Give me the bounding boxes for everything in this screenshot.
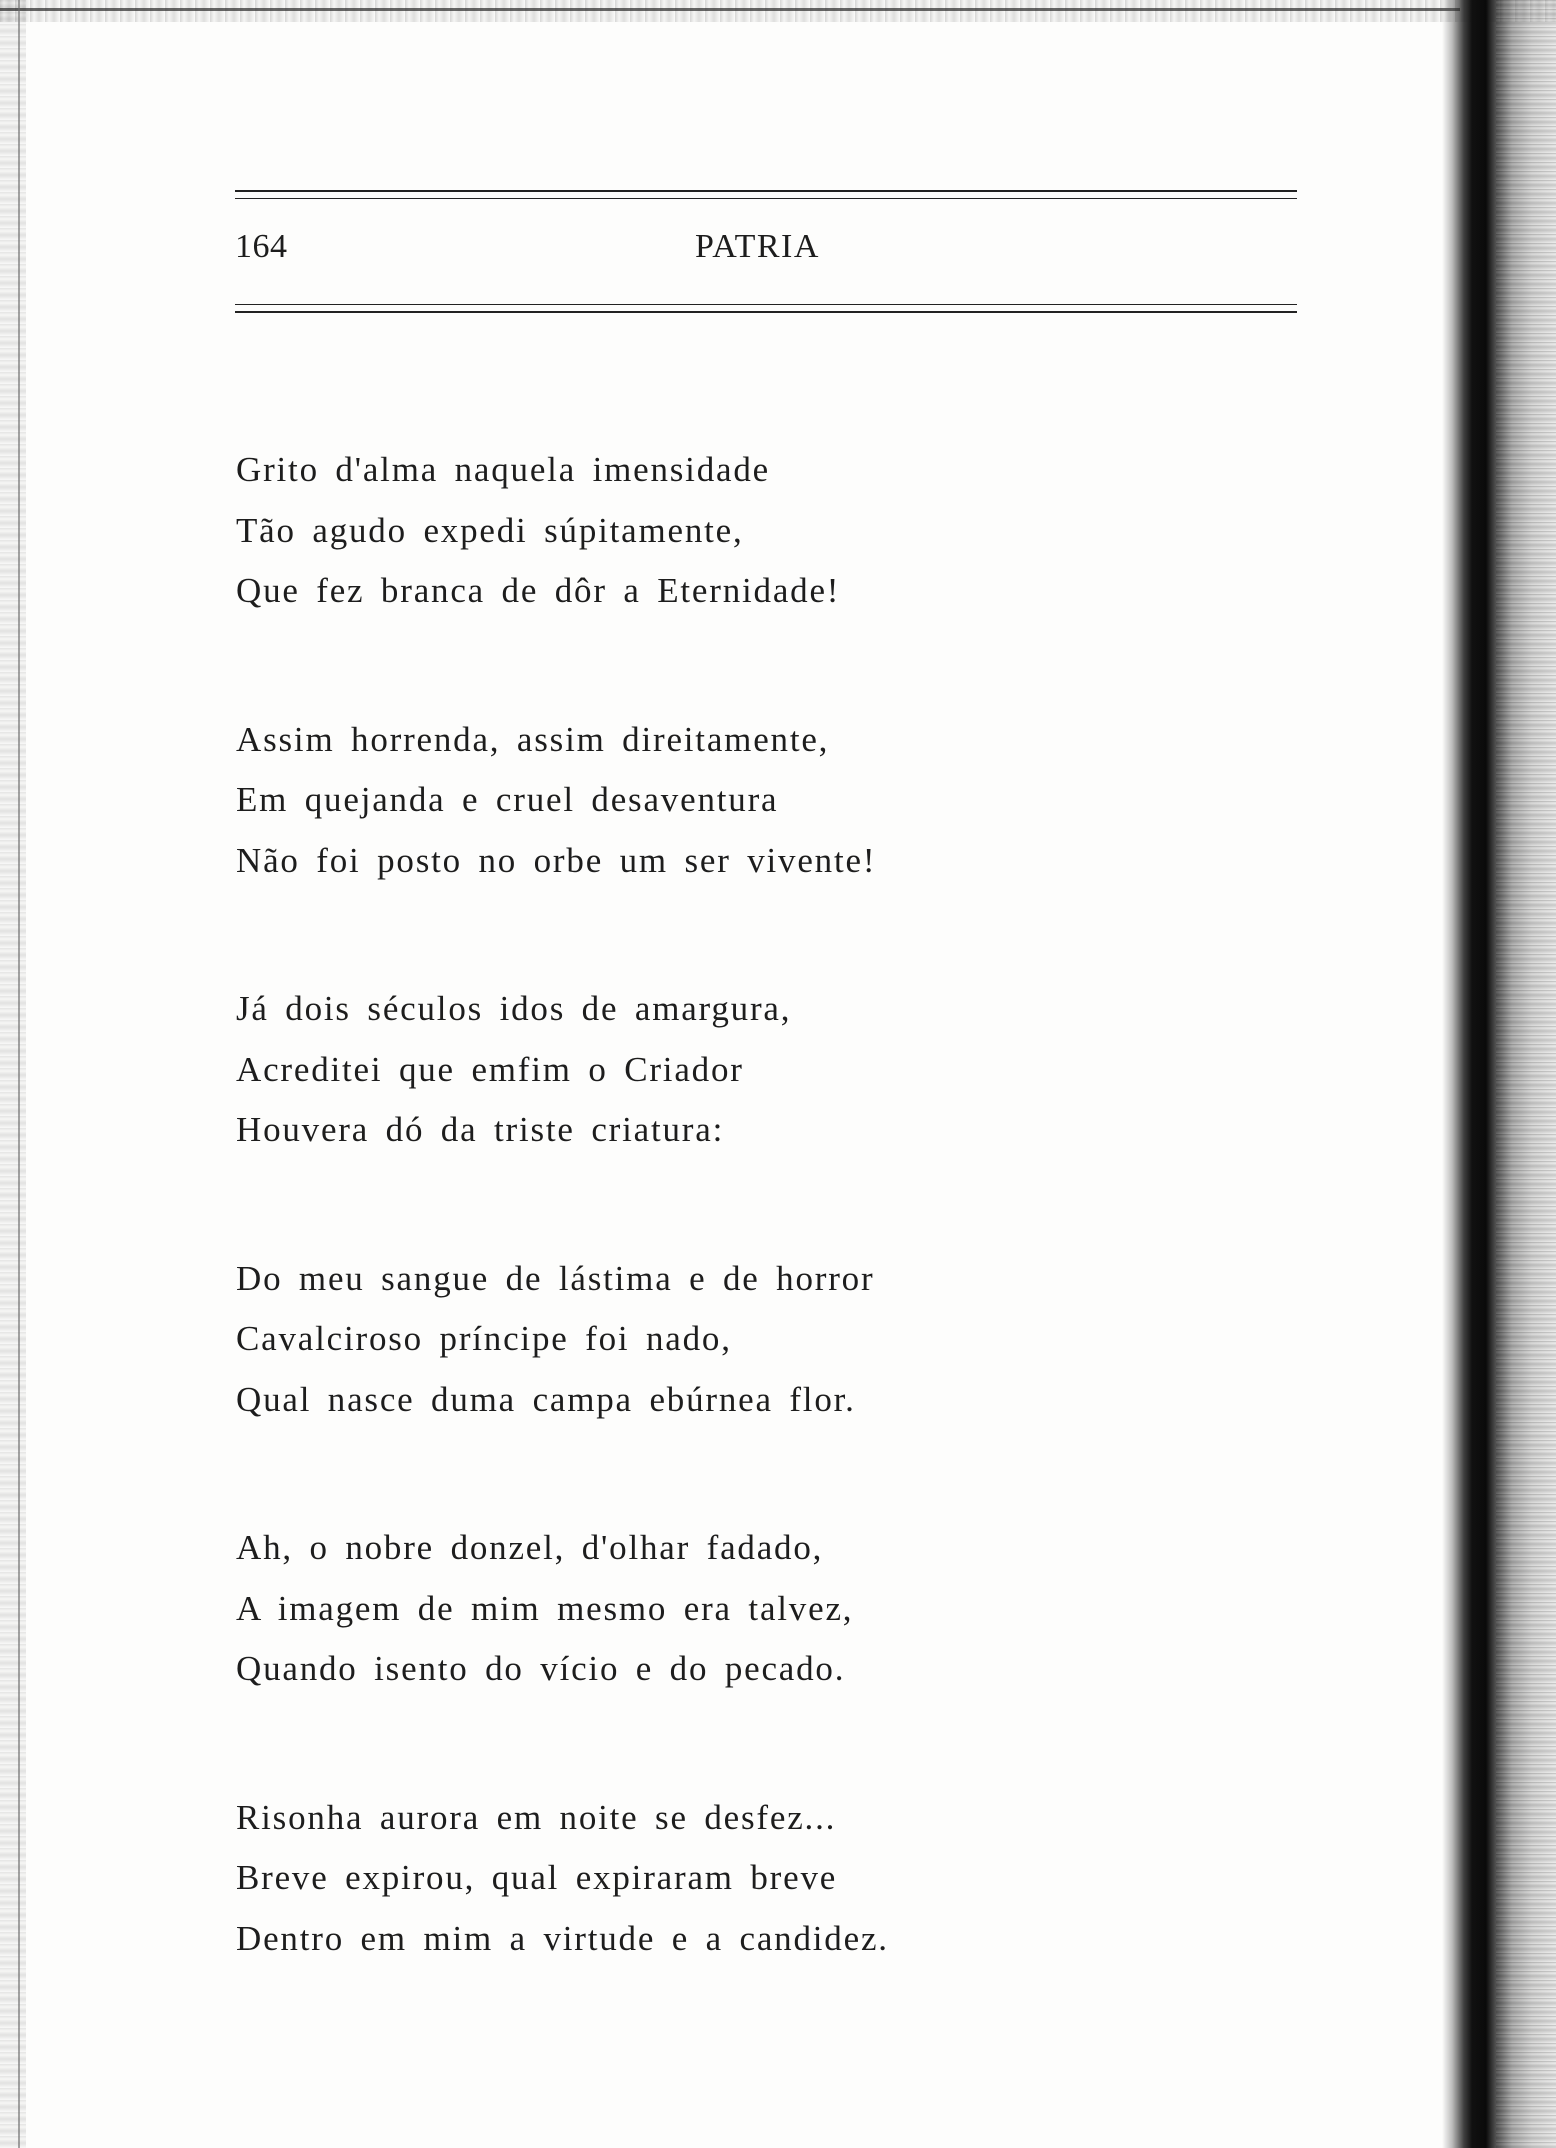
- stanza: [236, 440, 1236, 622]
- poem-line: Em quejanda e cruel desaventura: [236, 780, 779, 819]
- poem-line: Assim horrenda, assim direitamente,: [236, 719, 830, 759]
- page-number: 164: [235, 228, 288, 265]
- stanza: [236, 1788, 1236, 1970]
- stanza: [236, 1249, 1236, 1431]
- poem-line: Já dois séculos idos de amargura,: [236, 989, 792, 1028]
- running-title: PATRIA: [695, 228, 820, 265]
- header-top-rule-thin: [235, 198, 1297, 199]
- header-bottom-rule: [235, 311, 1297, 313]
- scan-left-line: [18, 0, 20, 2148]
- poem-line: Qual nasce duma campa ebúrnea flor.: [236, 1379, 856, 1419]
- scan-top-line: [0, 8, 1460, 11]
- poem-line: Acreditei que emfim o Criador: [236, 1049, 744, 1089]
- poem-line: Cavalciroso príncipe foi nado,: [236, 1319, 732, 1358]
- poem-line: Não foi posto no orbe um ser vivente!: [236, 840, 877, 880]
- poem-line: Que fez branca de dôr a Eternidade!: [236, 571, 841, 610]
- poem-line: Quando isento do vício e do pecado.: [236, 1649, 846, 1688]
- header-bottom-rule-thin: [235, 304, 1297, 305]
- poem-line: A imagem de mim mesmo era talvez,: [236, 1588, 854, 1628]
- poem-line: Breve expirou, qual expiraram breve: [236, 1858, 838, 1897]
- poem-line: Dentro em mim a virtude e a candidez.: [236, 1918, 889, 1958]
- poem-line: Ah, o nobre donzel, d'olhar fadado,: [236, 1528, 824, 1567]
- header-top-rule: [235, 190, 1297, 192]
- poem-line: Risonha aurora em noite se desfez...: [236, 1797, 837, 1837]
- stanza: [236, 979, 1236, 1161]
- binding-texture: [1496, 0, 1556, 2148]
- poem-line: Houvera dó da triste criatura:: [236, 1110, 725, 1149]
- poem-line: Tão agudo expedi súpitamente,: [236, 510, 744, 550]
- poem-line: Do meu sangue de lástima e de horror: [236, 1258, 875, 1298]
- running-header: [235, 222, 1297, 282]
- poem-line: Grito d'alma naquela imensidade: [236, 450, 770, 489]
- scan-top-edge: [0, 0, 1556, 22]
- stanza: [236, 710, 1236, 892]
- stanza: [236, 1518, 1236, 1700]
- scan-left-edge: [0, 0, 26, 2148]
- poem-body: [236, 440, 1236, 2057]
